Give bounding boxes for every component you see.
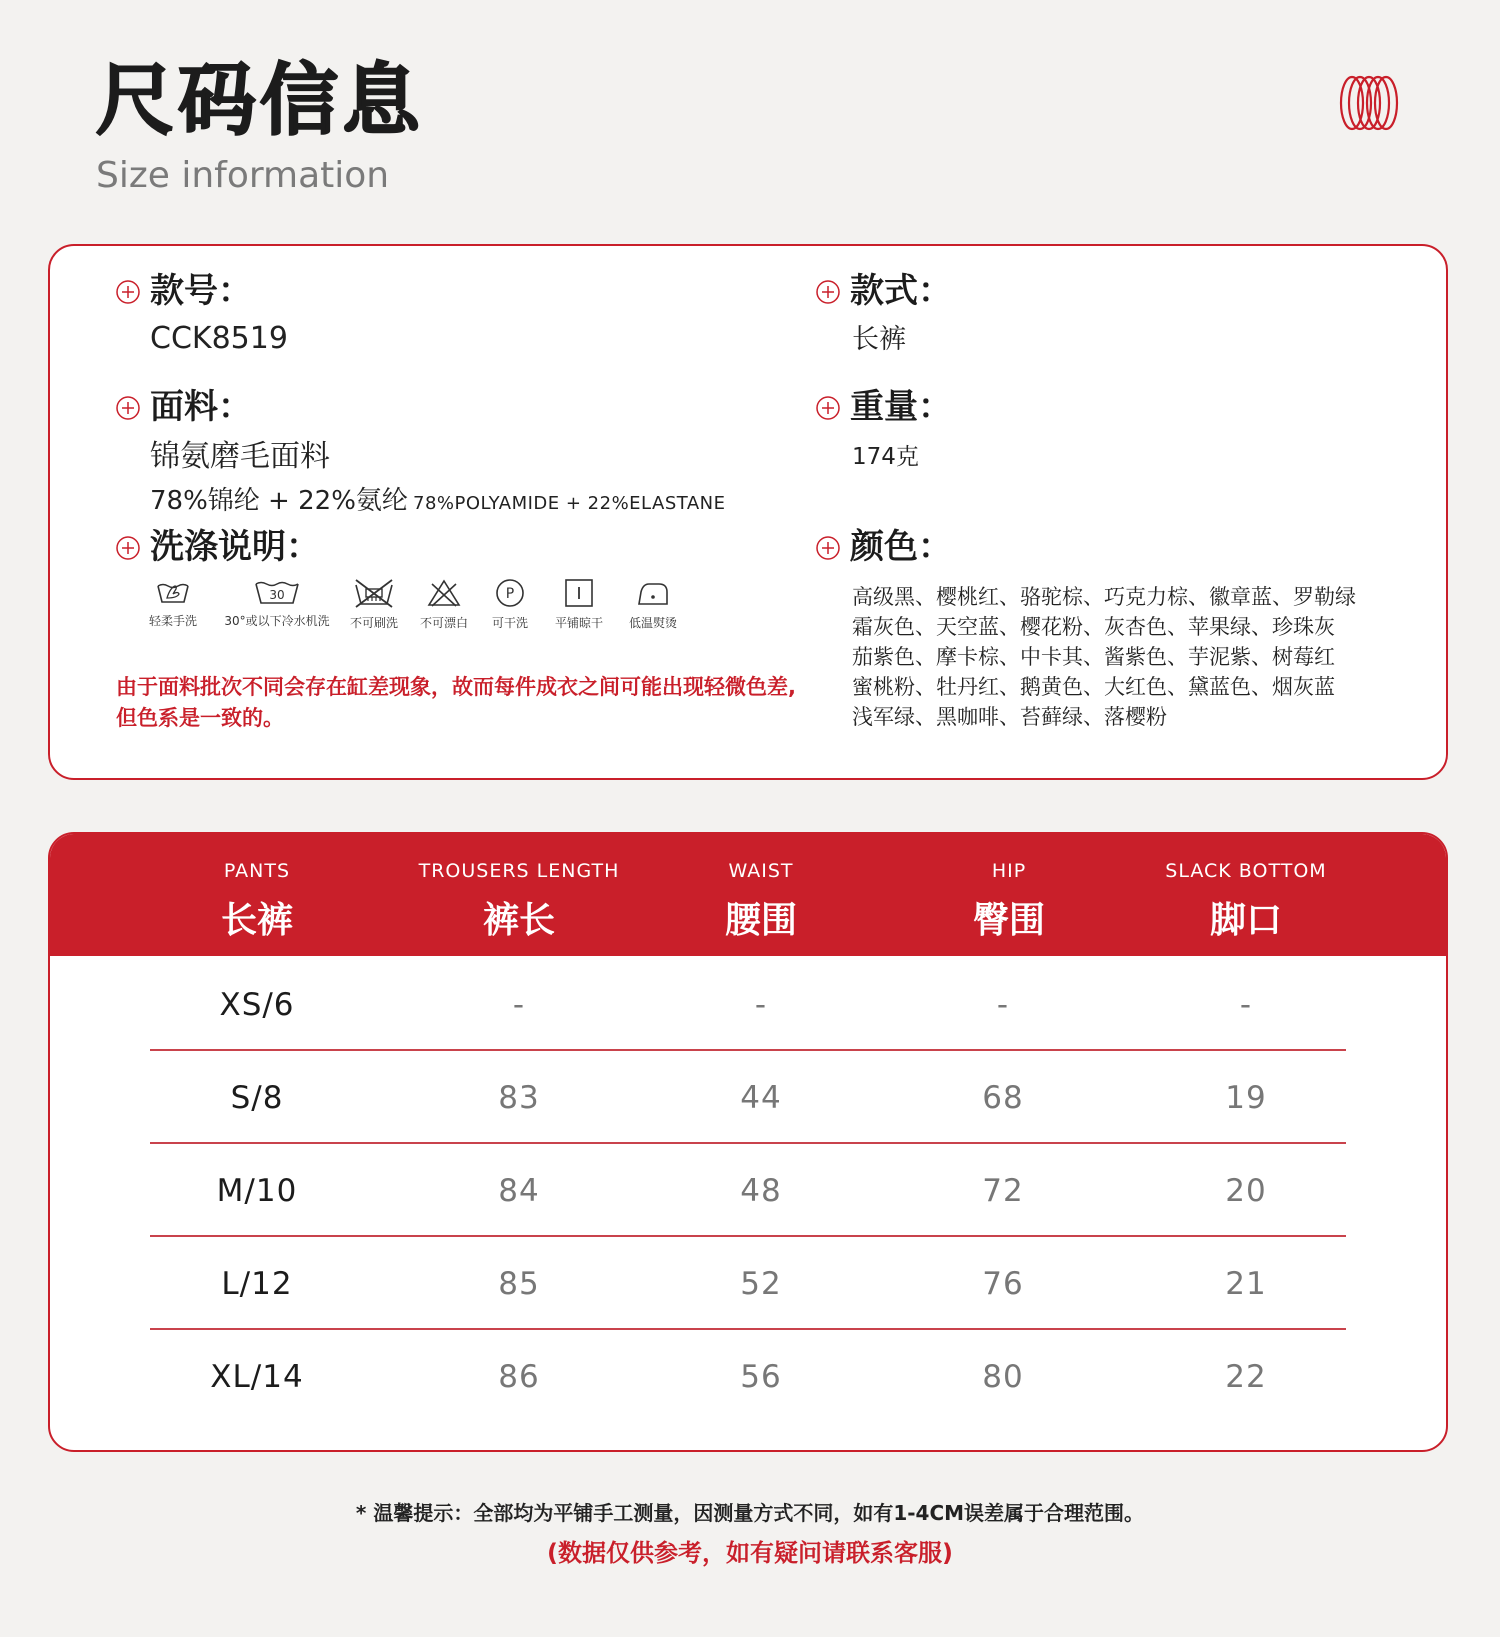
composition-en: 78%POLYAMIDE + 22%ELASTANE <box>413 493 726 514</box>
size-table <box>48 832 1448 1452</box>
style-value: 长裤 <box>852 324 906 355</box>
plus-circle-icon <box>116 536 140 560</box>
svg-text:P: P <box>505 586 515 602</box>
composition-cn: 78%锦纶 + 22%氨纶 <box>150 486 408 516</box>
column-header-pants: PANTS 长裤 <box>220 860 294 941</box>
care-instructions-label: 洗涤说明： <box>150 527 320 567</box>
table-row: XL/14 86 56 80 22 <box>210 1358 1267 1395</box>
weight-label: 重量： <box>850 387 952 427</box>
fabric-composition <box>150 488 726 514</box>
care-symbols <box>142 578 762 638</box>
page-subtitle: Size information <box>96 155 390 196</box>
style-no-label: 款号： <box>150 271 252 311</box>
column-header-hip: HIP 臀围 <box>972 860 1046 941</box>
table-header <box>50 834 1446 956</box>
fabric-label: 面料： <box>150 387 252 427</box>
style-no-value: CCK8519 <box>150 321 288 356</box>
plus-circle-icon <box>116 280 140 304</box>
plus-circle-icon <box>816 280 840 304</box>
wash-30-icon <box>253 578 301 606</box>
care-item: 30 30°或以下冷水机洗 <box>212 578 342 629</box>
color-line: 高级黑、樱桃红、骆驼棕、巧克力棕、徽章蓝、罗勒绿 <box>852 585 1356 609</box>
color-line: 茄紫色、摩卡棕、中卡其、酱紫色、芋泥紫、树莓红 <box>852 645 1335 669</box>
low-iron-icon <box>635 578 671 608</box>
care-item: P 可干洗 <box>482 578 538 631</box>
color-line: 蜜桃粉、牡丹红、鹅黄色、大红色、黛蓝色、烟灰蓝 <box>852 675 1335 699</box>
table-row: XS/6 - - - - <box>50 958 1446 1051</box>
weight-value: 174克 <box>852 444 919 470</box>
plus-circle-icon <box>116 396 140 420</box>
flat-dry-shade-icon <box>563 578 595 608</box>
color-variance-disclaimer: 由于面料批次不同会存在缸差现象，故而每件成衣之间可能出现轻微色差,但色系是一致的。 <box>116 675 796 730</box>
svg-text:30: 30 <box>269 588 285 602</box>
measurement-note: * 温馨提示：全部均为平铺手工测量，因测量方式不同，如有1-4CM误差属于合理范围。 <box>355 1501 1145 1525</box>
reference-note: (数据仅供参考，如有疑问请联系客服) <box>547 1539 953 1567</box>
dry-clean-icon <box>494 578 526 608</box>
fabric-value: 锦氨磨毛面料 <box>150 439 330 474</box>
table-row: L/12 85 52 76 21 <box>50 1237 1446 1330</box>
table-row: M/10 84 48 72 20 <box>50 1144 1446 1237</box>
color-line: 霜灰色、天空蓝、樱花粉、灰杏色、苹果绿、珍珠灰 <box>852 615 1335 639</box>
no-bleach-icon <box>426 578 462 608</box>
column-header-bottom: SLACK BOTTOM 脚口 <box>1165 860 1327 941</box>
care-item: 不可漂白 <box>414 578 474 631</box>
no-brush-wash-icon <box>352 578 396 608</box>
color-line: 浅军绿、黑咖啡、苔藓绿、落樱粉 <box>852 705 1167 729</box>
interlocking-rings-logo-icon <box>1338 72 1400 134</box>
column-header-length: TROUSERS LENGTH 裤长 <box>418 860 620 941</box>
style-label: 款式： <box>850 271 952 311</box>
column-header-waist: WAIST 腰围 <box>724 860 798 941</box>
color-label: 颜色： <box>850 527 952 567</box>
hand-wash-icon <box>155 578 191 606</box>
product-info-card <box>48 244 1448 780</box>
plus-circle-icon <box>816 536 840 560</box>
care-item: 低温熨烫 <box>618 578 688 631</box>
plus-circle-icon <box>816 396 840 420</box>
page-title: 尺码信息 <box>96 56 425 146</box>
care-item: 轻柔手洗 <box>138 578 208 629</box>
color-options <box>852 582 1432 732</box>
care-item: 不可刷洗 <box>344 578 404 631</box>
care-item: 平铺晾干 <box>544 578 614 631</box>
table-row: S/8 83 44 68 19 <box>50 1051 1446 1144</box>
